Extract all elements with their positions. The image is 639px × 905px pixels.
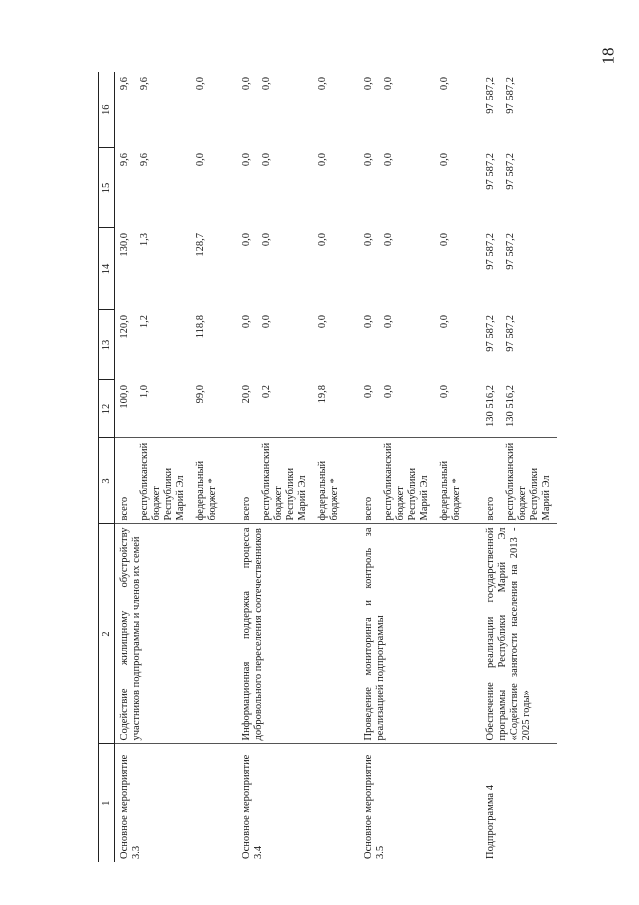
value-cell: 0,0 — [195, 153, 206, 167]
funding-source: федеральный бюджет * — [313, 438, 345, 524]
row-label: Основное мероприятие 3.5 — [363, 754, 386, 859]
funding-source: федеральный бюджет * — [435, 438, 467, 524]
value-cell: 0,2 — [257, 380, 313, 438]
value-cell: 0,0 — [383, 153, 394, 167]
value-cell: 97 587,2 — [505, 315, 516, 352]
value-cell: 97 587,2 — [485, 153, 496, 190]
row-description: Обеспечение реализации государственной программы Республики Марий Эл «Содействие занятости населения на 2013 - 2025 годы» — [481, 524, 557, 744]
value-cell: 0,0 — [317, 315, 328, 329]
value-cell: 0,0 — [439, 153, 450, 167]
value-cell: 128,7 — [195, 233, 206, 257]
value-cell: 0,0 — [241, 315, 252, 329]
value-cell: 97 587,2 — [505, 77, 516, 114]
value-cell: 0,0 — [383, 315, 394, 329]
column-header: 3 — [99, 438, 115, 524]
column-header: 13 — [99, 310, 115, 380]
column-header: 14 — [99, 228, 115, 310]
value-cell: 0,0 — [439, 77, 450, 91]
value-cell: 9,6 — [139, 77, 150, 91]
table-body — [115, 72, 558, 862]
funding-source: всего — [359, 438, 379, 524]
value-cell: 118,8 — [195, 315, 206, 339]
value-cell: 0,0 — [383, 77, 394, 91]
value-cell: 0,0 — [439, 233, 450, 247]
value-cell: 0,0 — [241, 77, 252, 91]
value-cell: 19,8 — [313, 380, 345, 438]
value-cell: 0,0 — [379, 380, 435, 438]
value-cell: 0,0 — [359, 380, 379, 438]
table-row — [359, 72, 379, 862]
value-cell: 0,0 — [261, 233, 272, 247]
column-header: 15 — [99, 148, 115, 228]
value-cell: 0,0 — [317, 153, 328, 167]
column-header: 1 — [99, 744, 115, 862]
value-cell: 99,0 — [191, 380, 223, 438]
value-cell: 0,0 — [363, 77, 374, 91]
value-cell: 0,0 — [241, 233, 252, 247]
row-description: Содействие жилищному обустройству участников подпрограммы и членов их семей — [115, 524, 224, 744]
value-cell: 130 516,2 — [481, 380, 501, 438]
row-label: Подпрограмма 4 — [485, 785, 496, 859]
value-cell: 1,2 — [139, 315, 150, 329]
column-header: 12 — [99, 380, 115, 438]
table-header-row — [99, 72, 115, 862]
table-row — [481, 72, 501, 862]
value-cell: 130,0 — [119, 233, 130, 257]
row-description: Информационная поддержка процесса добровольного переселения соотечественников — [237, 524, 345, 744]
value-cell: 0,0 — [363, 315, 374, 329]
value-cell: 97 587,2 — [485, 77, 496, 114]
value-cell: 9,6 — [119, 153, 130, 167]
value-cell: 0,0 — [363, 233, 374, 247]
value-cell: 9,6 — [119, 77, 130, 91]
funding-source: республиканский бюджет Республики Марий Эл — [257, 438, 313, 524]
row-label: Основное мероприятие 3.4 — [241, 754, 264, 859]
value-cell: 130 516,2 — [501, 380, 557, 438]
value-cell: 100,0 — [115, 380, 136, 438]
value-cell: 0,0 — [317, 77, 328, 91]
value-cell: 1,3 — [139, 233, 150, 247]
funding-source: республиканский бюджет Республики Марий Эл — [501, 438, 557, 524]
page-number: 18 — [598, 47, 618, 65]
value-cell: 0,0 — [383, 233, 394, 247]
value-cell: 0,0 — [363, 153, 374, 167]
value-cell: 9,6 — [139, 153, 150, 167]
funding-source: федеральный бюджет * — [191, 438, 223, 524]
funding-source: всего — [237, 438, 257, 524]
column-header: 16 — [99, 72, 115, 148]
value-cell: 97 587,2 — [485, 233, 496, 270]
value-cell: 120,0 — [119, 315, 130, 339]
value-cell: 1,0 — [135, 380, 191, 438]
funding-source: всего — [481, 438, 501, 524]
value-cell: 97 587,2 — [485, 315, 496, 352]
column-header: 2 — [99, 524, 115, 744]
value-cell: 97 587,2 — [505, 153, 516, 190]
value-cell: 0,0 — [317, 233, 328, 247]
funding-source: республиканский бюджет Республики Марий Эл — [379, 438, 435, 524]
value-cell: 0,0 — [195, 77, 206, 91]
table-row — [237, 72, 257, 862]
funding-source: всего — [115, 438, 136, 524]
value-cell: 0,0 — [261, 315, 272, 329]
value-cell: 0,0 — [435, 380, 467, 438]
budget-table-sheet — [98, 72, 552, 862]
value-cell: 0,0 — [261, 77, 272, 91]
funding-source: республиканский бюджет Республики Марий Эл — [135, 438, 191, 524]
value-cell: 0,0 — [261, 153, 272, 167]
budget-table — [98, 72, 557, 862]
value-cell: 0,0 — [439, 315, 450, 329]
value-cell: 97 587,2 — [505, 233, 516, 270]
row-label: Основное мероприятие 3.3 — [119, 754, 142, 859]
row-description: Проведение мониторинга и контроль за реализацией подпрограммы — [359, 524, 467, 744]
value-cell: 0,0 — [241, 153, 252, 167]
table-row — [115, 72, 136, 862]
value-cell: 20,0 — [237, 380, 257, 438]
